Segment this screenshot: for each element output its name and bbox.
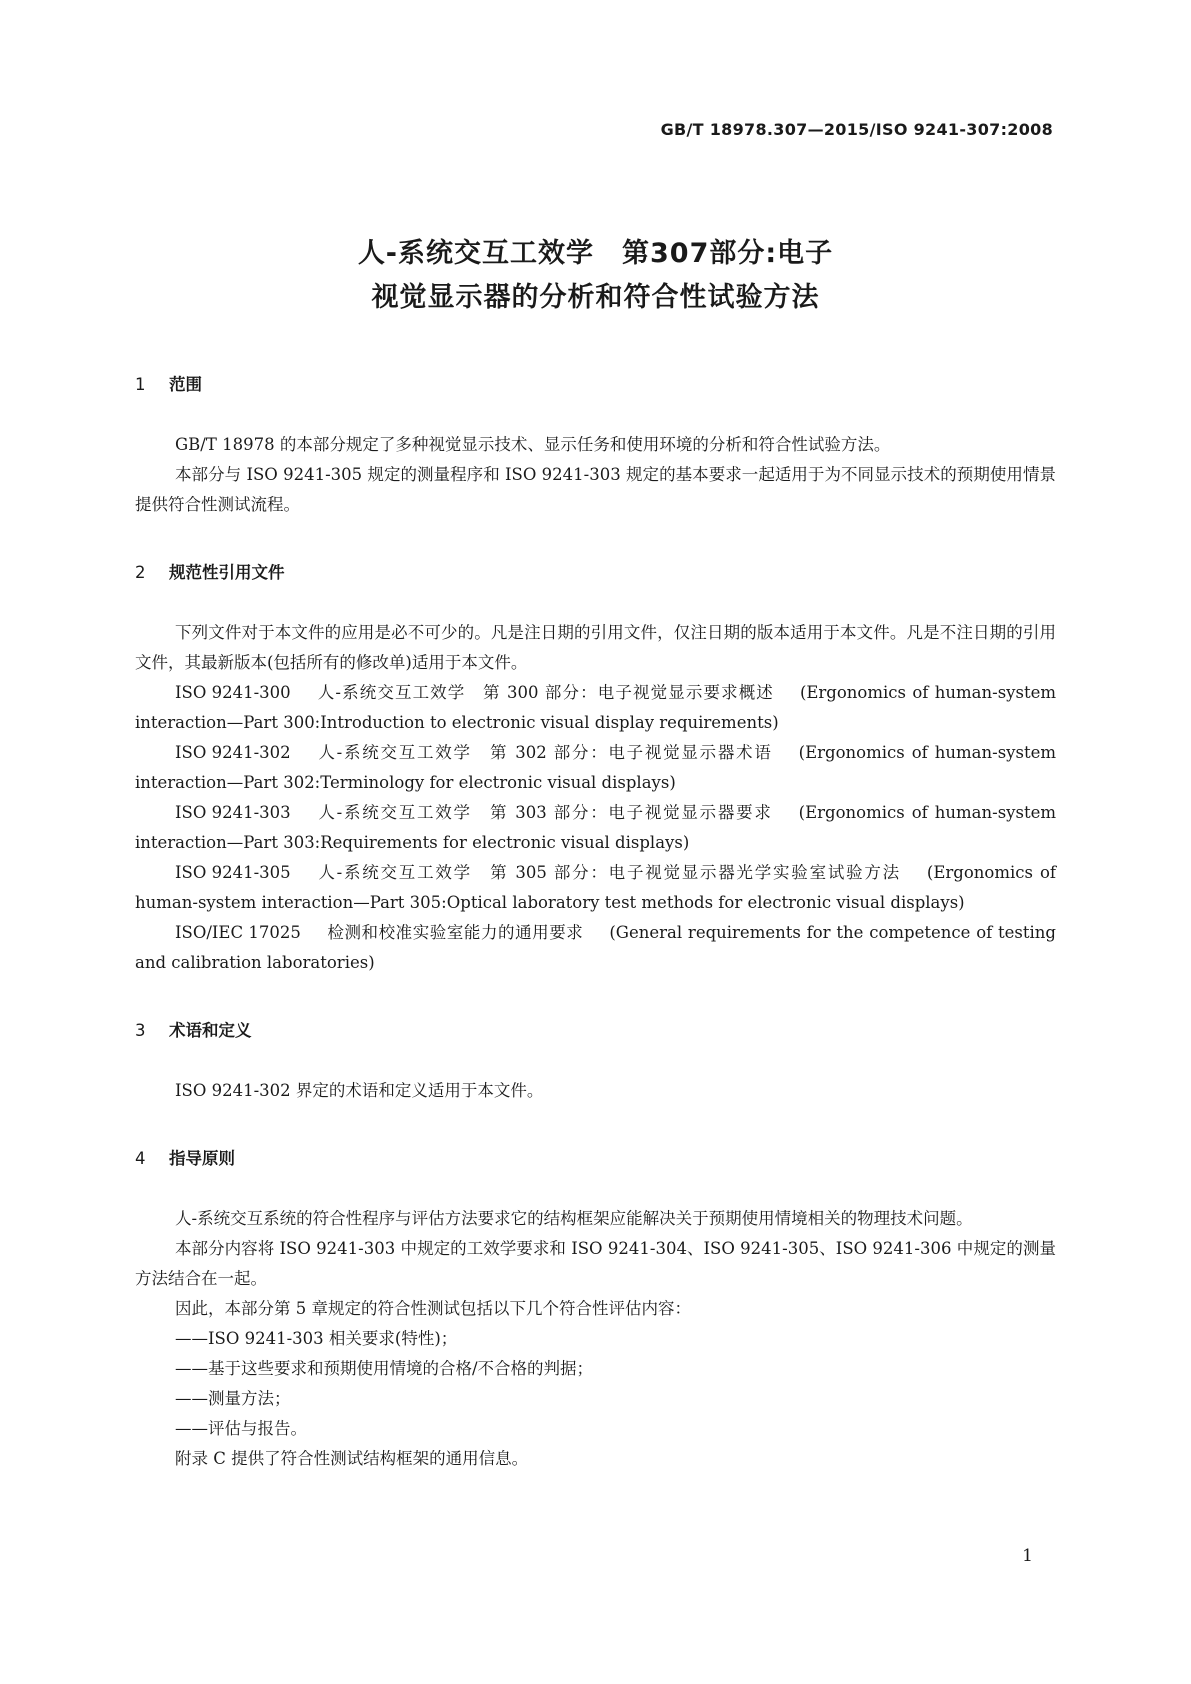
reference-entry	[135, 678, 1056, 738]
paragraph: 本部分内容将 ISO 9241-303 中规定的工效学要求和 ISO 9241-304、ISO 9241-305、ISO 9241-306 中规定的测量方法结合在一起。	[135, 1239, 1056, 1288]
reference-entry	[135, 918, 1056, 978]
reference-code: ISO 9241-305	[175, 863, 291, 882]
paragraph: 本部分与 ISO 9241-305 规定的测量程序和 ISO 9241-303 规定的基本要求一起适用于为不同显示技术的预期使用情景提供符合性测试流程。	[135, 465, 1056, 514]
reference-title-zh: 人-系统交互工效学 第 302 部分：电子视觉显示器术语	[316, 743, 773, 762]
paragraph: ISO 9241-302 界定的术语和定义适用于本文件。	[175, 1081, 544, 1100]
title-line-1: 人-系统交互工效学 第307部分:电子	[357, 238, 834, 269]
paragraph: 附录 C 提供了符合性测试结构框架的通用信息。	[175, 1449, 529, 1468]
page-number: 1	[1022, 1546, 1033, 1566]
standard-identifier: GB/T 18978.307—2015/ISO 9241-307:2008	[660, 120, 1053, 139]
section-title: 范围	[169, 375, 202, 394]
list-item: ——测量方法；	[175, 1389, 291, 1408]
reference-title-en: (Ergonomics of human-system interaction—Part 302:Terminology for electronic visual displays)	[135, 743, 1056, 792]
reference-title-zh: 检测和校准实验室能力的通用要求	[326, 923, 584, 942]
title-line-2: 视觉显示器的分析和符合性试验方法	[371, 282, 820, 313]
reference-title-en: (Ergonomics of human-system interaction—Part 303:Requirements for electronic visual displays)	[135, 803, 1056, 852]
section-heading-4	[135, 1144, 1056, 1174]
paragraph: 因此，本部分第 5 章规定的符合性测试包括以下几个符合性评估内容：	[175, 1299, 691, 1318]
section-number: 4	[135, 1149, 146, 1168]
reference-title-en: (Ergonomics of human-system interaction—Part 300:Introduction to electronic visual display requirements)	[135, 683, 1057, 732]
section-title: 指导原则	[169, 1149, 235, 1168]
section-heading-1	[135, 370, 1056, 400]
section-heading-2	[135, 558, 1056, 588]
section-number: 3	[135, 1021, 146, 1040]
section-number: 1	[135, 375, 146, 394]
document-title	[0, 232, 1191, 320]
reference-title-zh: 人-系统交互工效学 第 303 部分：电子视觉显示器要求	[316, 803, 773, 822]
paragraph: GB/T 18978 的本部分规定了多种视觉显示技术、显示任务和使用环境的分析和符合性试验方法。	[175, 435, 891, 454]
reference-title-zh: 人-系统交互工效学 第 300 部分：电子视觉显示要求概述	[316, 683, 774, 702]
section-number: 2	[135, 563, 146, 582]
reference-code: ISO 9241-302	[175, 743, 291, 762]
paragraph: 下列文件对于本文件的应用是必不可少的。凡是注日期的引用文件，仅注日期的版本适用于本文件。凡是不注日期的引用文件，其最新版本(包括所有的修改单)适用于本文件。	[135, 623, 1056, 672]
reference-title-en: (General requirements for the competence of testing and calibration laboratories)	[135, 923, 1056, 972]
reference-title-en: (Ergonomics of human-system interaction—Part 305:Optical laboratory test methods for electronic visual displays)	[135, 863, 1056, 912]
reference-code: ISO/IEC 17025	[175, 923, 301, 942]
paragraph: 人-系统交互系统的符合性程序与评估方法要求它的结构框架应能解决关于预期使用情境相关的物理技术问题。	[175, 1209, 973, 1228]
reference-title-zh: 人-系统交互工效学 第 305 部分：电子视觉显示器光学实验室试验方法	[316, 863, 901, 882]
reference-entry	[135, 798, 1056, 858]
document-body	[135, 370, 1056, 1474]
section-title: 术语和定义	[169, 1021, 252, 1040]
section-heading-3	[135, 1016, 1056, 1046]
reference-code: ISO 9241-300	[175, 683, 291, 702]
list-item: ——ISO 9241-303 相关要求(特性)；	[175, 1329, 458, 1348]
reference-entry	[135, 858, 1056, 918]
reference-code: ISO 9241-303	[175, 803, 291, 822]
list-item: ——基于这些要求和预期使用情境的合格/不合格的判据；	[175, 1359, 594, 1378]
section-title: 规范性引用文件	[169, 563, 285, 582]
list-item: ——评估与报告。	[175, 1419, 307, 1438]
reference-entry	[135, 738, 1056, 798]
